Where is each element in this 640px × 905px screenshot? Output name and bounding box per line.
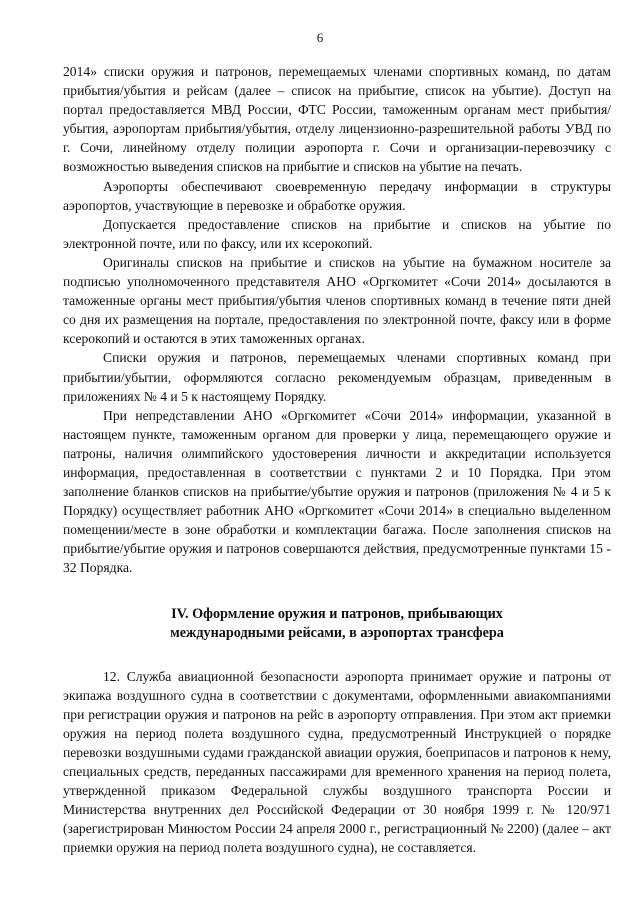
- paragraph-nonsubmission: При непредставлении АНО «Оргкомитет «Сочи 2014» информации, указанной в настоящем пункте, таможенным органом для проверки у лица, перемещающего оружие и патроны, наличия олимпийского удостоверения личности и аккредитации используется информация, предоставленная в соответствии с пунктами 2 и 10 Порядка. При этом заполнение бланков списков на прибытие/убытие оружия и патронов (приложения № 4 и 5 к Порядку) осуществляет работник АНО «Оргкомитет «Сочи 2014» в специально выделенном помещении/месте в зоне обработки и комплектации багажа. После заполнения списков на прибытие/убытие оружия и патронов совершаются действия, предусмотренные пунктами 15 - 32 Порядка.: [63, 407, 611, 576]
- section-heading-line-2: международными рейсами, в аэропортах трансфера: [170, 624, 504, 641]
- section-heading: [63, 605, 611, 643]
- paragraph-list-forms: Списки оружия и патронов, перемещаемых членами спортивных команд при прибытии/убытии, оформляются согласно рекомендуемым образцам, приведенным в приложениях № 4 и 5 к настоящему Порядку.: [63, 350, 611, 404]
- paragraph-item-12: 12. Служба авиационной безопасности аэропорта принимает оружие и патроны от экипажа воздушного судна в соответствии с документами, оформленными авиакомпаниями при регистрации оружия и патронов на рейс в аэропорту отправления. При этом акт приемки оружия на период полета воздушного судна, предусмотренный Инструкцией о порядке перевозки воздушными судами гражданской авиации оружия, боеприпасов и патронов к нему, специальных средств, переданных пассажирами для временного хранения на период полета, утвержденной приказом Федеральной службы воздушного транспорта России и Министерства внутренних дел Российской Федерации от 30 ноября 1999 г. № 120/971 (зарегистрирован Минюстом России 24 апреля 2000 г., регистрационный № 2200) (далее – акт приемки оружия на период полета воздушного судна), не составляется.: [63, 668, 611, 856]
- paragraph-portal-access: 2014» списки оружия и патронов, перемещаемых членами спортивных команд, по датам прибытия/убытия и рейсам (далее – список на прибытие, список на убытие). Доступ на портал предоставляется МВД России, ФТС России, таможенным органам мест прибытия/убытия, аэропортам прибытия/убытия, отделу лицензионно-разрешительной работы УВД по г. Сочи, линейному отделу полиции аэропорта г. Сочи и организации-перевозчику с возможностью выведения списков на прибытие и списков на убытие на печать.: [63, 64, 611, 175]
- section-heading-line-1: IV. Оформление оружия и патронов, прибывающих: [171, 605, 503, 622]
- document-body: [63, 62, 611, 857]
- paragraph-airports-transfer: Аэропорты обеспечивают своевременную передачу информации в структуры аэропортов, участвующие в перевозке и обработке оружия.: [63, 178, 611, 213]
- paragraph-email-fax: Допускается предоставление списков на прибытие и списков на убытие по электронной почте, или по факсу, или их ксерокопий.: [63, 216, 611, 251]
- page-number: 6: [316, 30, 324, 45]
- paragraph-originals: Оригиналы списков на прибытие и списков на убытие на бумажном носителе за подписью уполномоченного представителя АНО «Оргкомитет «Сочи 2014» досылаются в таможенные органы мест прибытия/убытия членов спортивных команд в течение пяти дней со дня их размещения на портале, предоставления по электронной почте, факсу или в форме ксерокопий и остаются в этих таможенных органах.: [63, 254, 611, 347]
